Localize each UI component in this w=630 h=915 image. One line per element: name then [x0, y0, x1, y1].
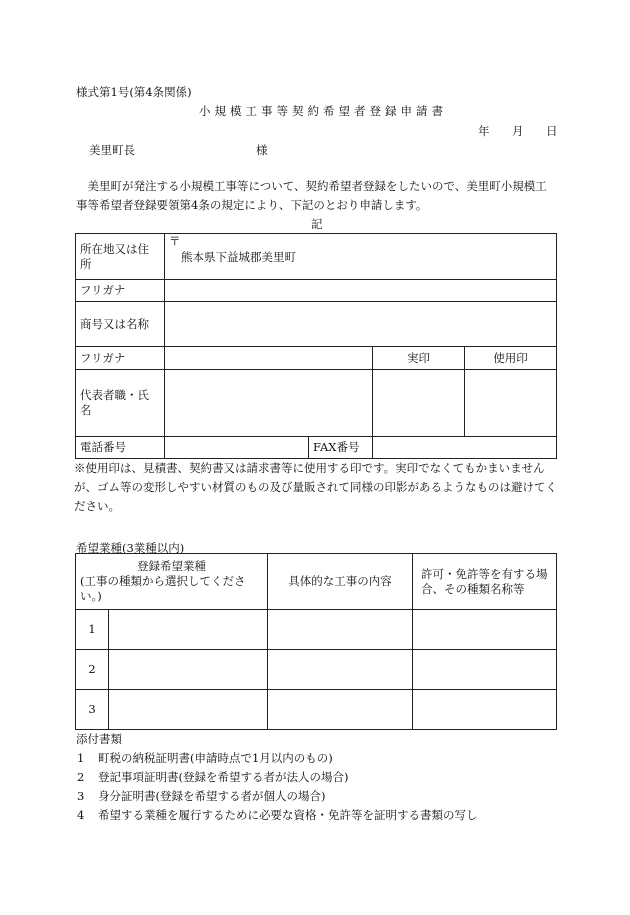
furigana-representative-field[interactable] [165, 347, 373, 370]
attachment-number: 3 [77, 789, 85, 803]
address-label: 所在地又は住所 [76, 234, 165, 280]
trade-name-field[interactable] [165, 302, 557, 347]
attachment-item [77, 769, 348, 785]
attachment-text: 町税の納税証明書(申請時点で1月以内のもの) [97, 751, 333, 765]
address-value: 熊本県下益城郡美里町 [181, 250, 296, 264]
trade-name-label: 商号又は名称 [76, 302, 165, 347]
work-type-header-title: 登録希望業種 [137, 559, 206, 573]
attachment-number: 1 [77, 751, 85, 765]
row-number: 3 [76, 690, 109, 730]
phone-label: 電話番号 [76, 437, 165, 459]
form-number: 様式第1号(第4条関係) [76, 85, 192, 99]
license-field[interactable] [413, 610, 557, 650]
date-year: 年 [478, 124, 490, 138]
honorific: 様 [256, 143, 268, 157]
attachment-number: 4 [77, 808, 85, 822]
registered-seal-box[interactable] [373, 370, 465, 437]
fax-label: FAX番号 [309, 437, 373, 459]
attachment-number: 2 [77, 770, 85, 784]
furigana-label: フリガナ [76, 280, 165, 302]
attachment-item [77, 750, 333, 766]
row-number: 1 [76, 610, 109, 650]
applicant-table [75, 233, 557, 459]
phone-field[interactable] [165, 437, 309, 459]
work-types-table [75, 553, 557, 730]
form-title: 小規模工事等契約希望者登録申請書 [199, 104, 447, 118]
attachment-item [77, 807, 477, 823]
work-content-field[interactable] [268, 650, 413, 690]
work-type-field[interactable] [109, 690, 268, 730]
work-type-field[interactable] [109, 650, 268, 690]
work-content-field[interactable] [268, 610, 413, 650]
postal-mark: 〒 [169, 234, 181, 248]
intro-text: 美里町が発注する小規模工事等について、契約希望者登録をしたいので、美里町小規模工事等希望者登録要領第4条の規定により、下記のとおり申請します。 [76, 179, 547, 212]
representative-field[interactable] [165, 370, 373, 437]
license-header: 許可・免許等を有する場合、その種類名称等 [413, 554, 557, 610]
fax-field[interactable] [373, 437, 557, 459]
work-types-title: 希望業種(3業種以内) [76, 541, 185, 555]
furigana-representative-label: フリガナ [76, 347, 165, 370]
ki-label: 記 [311, 217, 323, 231]
work-type-field[interactable] [109, 610, 268, 650]
attachment-item [77, 788, 325, 804]
seal-note: ※使用印は、見積書、契約書又は請求書等に使用する印です。実印でなくてもかまいませんが、ゴム等の変形しやすい材質のもの及び量販されて同様の印影があるようなものは避けてください。 [74, 461, 557, 513]
date-day: 日 [546, 124, 558, 138]
attachment-text: 希望する業種を履行するために必要な資格・免許等を証明する書類の写し [97, 808, 478, 822]
attachment-text: 身分証明書(登録を希望する者が個人の場合) [97, 789, 326, 803]
license-field[interactable] [413, 690, 557, 730]
used-seal-box[interactable] [465, 370, 557, 437]
furigana-trade-name-field[interactable] [165, 280, 557, 302]
attachment-text: 登記事項証明書(登録を希望する者が法人の場合) [97, 770, 349, 784]
address-cell[interactable] [165, 234, 557, 280]
work-content-header: 具体的な工事の内容 [268, 554, 413, 610]
representative-label: 代表者職・氏名 [76, 370, 165, 437]
attachments-title: 添付書類 [76, 732, 122, 746]
license-field[interactable] [413, 650, 557, 690]
work-type-header-sub: (工事の種類から選択してください。) [80, 574, 246, 603]
row-number: 2 [76, 650, 109, 690]
addressee: 美里町長 [89, 143, 135, 157]
date-month: 月 [512, 124, 524, 138]
work-type-header [76, 554, 268, 610]
registered-seal-label: 実印 [373, 347, 465, 370]
used-seal-label: 使用印 [465, 347, 557, 370]
work-content-field[interactable] [268, 690, 413, 730]
